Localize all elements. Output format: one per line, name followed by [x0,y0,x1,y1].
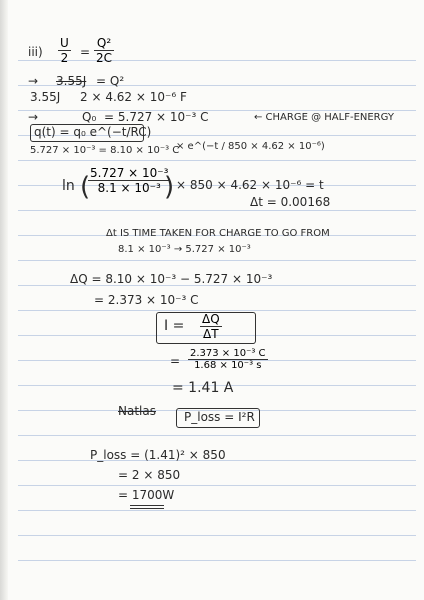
struck-word: Natlas [118,404,156,418]
charge-range: 8.1 × 10⁻³ → 5.727 × 10⁻³ [118,244,251,255]
power-loss-substitution: P_loss = (1.41)² × 850 [90,448,226,462]
power-loss-step: = 2 × 850 [118,468,181,482]
decay-equation-right: × e^(−t / 850 × 4.62 × 10⁻⁶) [176,141,325,152]
two-c: 2C [96,51,113,65]
equals-sign-2: = [170,354,181,368]
page-edge-shadow [0,0,8,600]
decay-equation-left: 5.727 × 10⁻³ = 8.10 × 10⁻³ C [30,145,180,156]
open-paren: ( [80,172,91,202]
charge-q0: Q₀ [82,110,97,124]
equals-sign: = [80,45,91,59]
energy-fraction-left [58,36,71,65]
ruled-lines [18,0,416,600]
energy-denominator: 2 [60,51,69,65]
current-result: = 1.41 A [172,380,234,396]
delta-q-equation: ΔQ = 8.10 × 10⁻³ − 5.727 × 10⁻³ [70,272,273,286]
current-symbol: I = [164,318,185,334]
decay-formula: q(t) = q₀ e^(−t/RC) [34,125,152,139]
delta-t-result: Δt = 0.00168 [250,195,331,209]
charge-half-energy-value: = 5.727 × 10⁻³ C [104,110,209,124]
delta-t-explanation: Δt IS TIME TAKEN FOR CHARGE TO GO FROM [106,228,330,239]
energy-value: 3.55J [30,90,61,104]
energy-symbol: U [60,36,69,50]
struck-value: 3.55J [56,74,87,88]
arrow-marker: → [28,74,39,88]
arrow-marker-2: → [28,110,39,124]
part-label: iii) [28,45,43,59]
delta-q-symbol: ΔQ [202,312,220,326]
ln-rest: × 850 × 4.62 × 10⁻⁶ = t [176,178,324,192]
charge-squared: Q² [94,36,114,51]
denominator-expression: 2 × 4.62 × 10⁻⁶ F [80,90,187,104]
result-underline-1 [130,505,164,506]
current-fraction [200,312,222,341]
ln-numerator: 5.727 × 10⁻³ [90,166,169,180]
ln-denominator: 8.1 × 10⁻³ [97,181,161,195]
ln-symbol: ln [62,178,75,194]
annotation-half-energy: ← CHARGE @ HALF-ENERGY [254,112,394,123]
power-loss-formula: P_loss = I²R [184,410,255,424]
result-underline-2 [130,508,164,509]
charge-squared-rhs: = Q² [96,74,125,88]
current-numerator: 2.373 × 10⁻³ C [190,348,266,359]
current-denominator: 1.68 × 10⁻³ s [194,360,262,371]
ln-fraction [88,166,170,195]
power-loss-result: = 1700W [118,488,175,502]
close-paren: ) [164,172,175,202]
energy-fraction-right [94,36,114,65]
delta-t-symbol: ΔT [203,327,219,341]
delta-q-result: = 2.373 × 10⁻³ C [94,293,199,307]
current-value-fraction [188,348,268,371]
